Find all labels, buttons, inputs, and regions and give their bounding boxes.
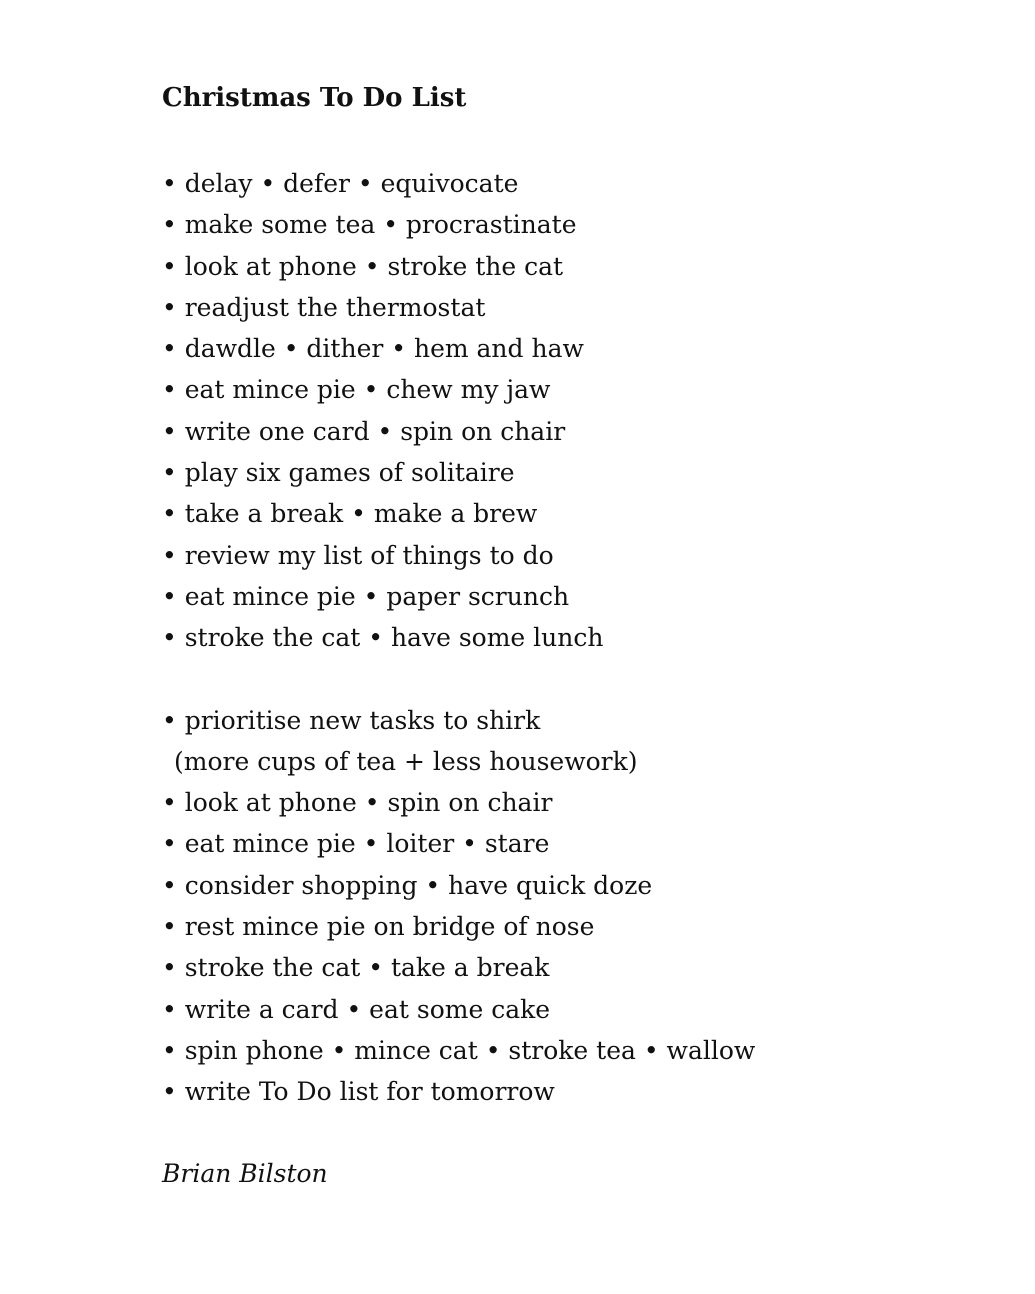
- list-item: • write one card • spin on chair: [162, 416, 566, 446]
- list-item: • play six games of solitaire: [162, 458, 515, 488]
- list-item: • dawdle • dither • hem and haw: [162, 334, 584, 364]
- list-item: • spin phone • mince cat • stroke tea • wallow: [162, 1035, 756, 1065]
- list-item: • review my list of things to do: [162, 540, 554, 570]
- list-item: • take a break • make a brew: [162, 499, 538, 529]
- list-item: • make some tea • procrastinate: [162, 210, 577, 240]
- list-item: • eat mince pie • loiter • stare: [162, 829, 550, 859]
- stanza-1: [162, 163, 982, 659]
- author-signature: Brian Bilston: [162, 1158, 328, 1188]
- list-item: • consider shopping • have quick doze: [162, 870, 653, 900]
- poem-title: Christmas To Do List: [162, 83, 467, 113]
- list-item: • prioritise new tasks to shirk: [162, 705, 541, 735]
- stanza-2: [162, 700, 982, 1113]
- list-item: • eat mince pie • paper scrunch: [162, 581, 570, 611]
- list-item: • write To Do list for tomorrow: [162, 1077, 555, 1107]
- list-item: • delay • defer • equivocate: [162, 169, 519, 198]
- list-item: • eat mince pie • chew my jaw: [162, 375, 551, 405]
- list-item: • readjust the thermostat: [162, 292, 486, 322]
- list-item-continuation: (more cups of tea + less housework): [174, 746, 638, 776]
- list-item: • look at phone • stroke the cat: [162, 251, 564, 281]
- poem-page: [162, 80, 982, 1194]
- list-item: • rest mince pie on bridge of nose: [162, 912, 595, 942]
- list-item: • look at phone • spin on chair: [162, 788, 553, 818]
- list-item: • stroke the cat • take a break: [162, 953, 550, 983]
- list-item: • write a card • eat some cake: [162, 994, 551, 1024]
- list-item: • stroke the cat • have some lunch: [162, 623, 604, 653]
